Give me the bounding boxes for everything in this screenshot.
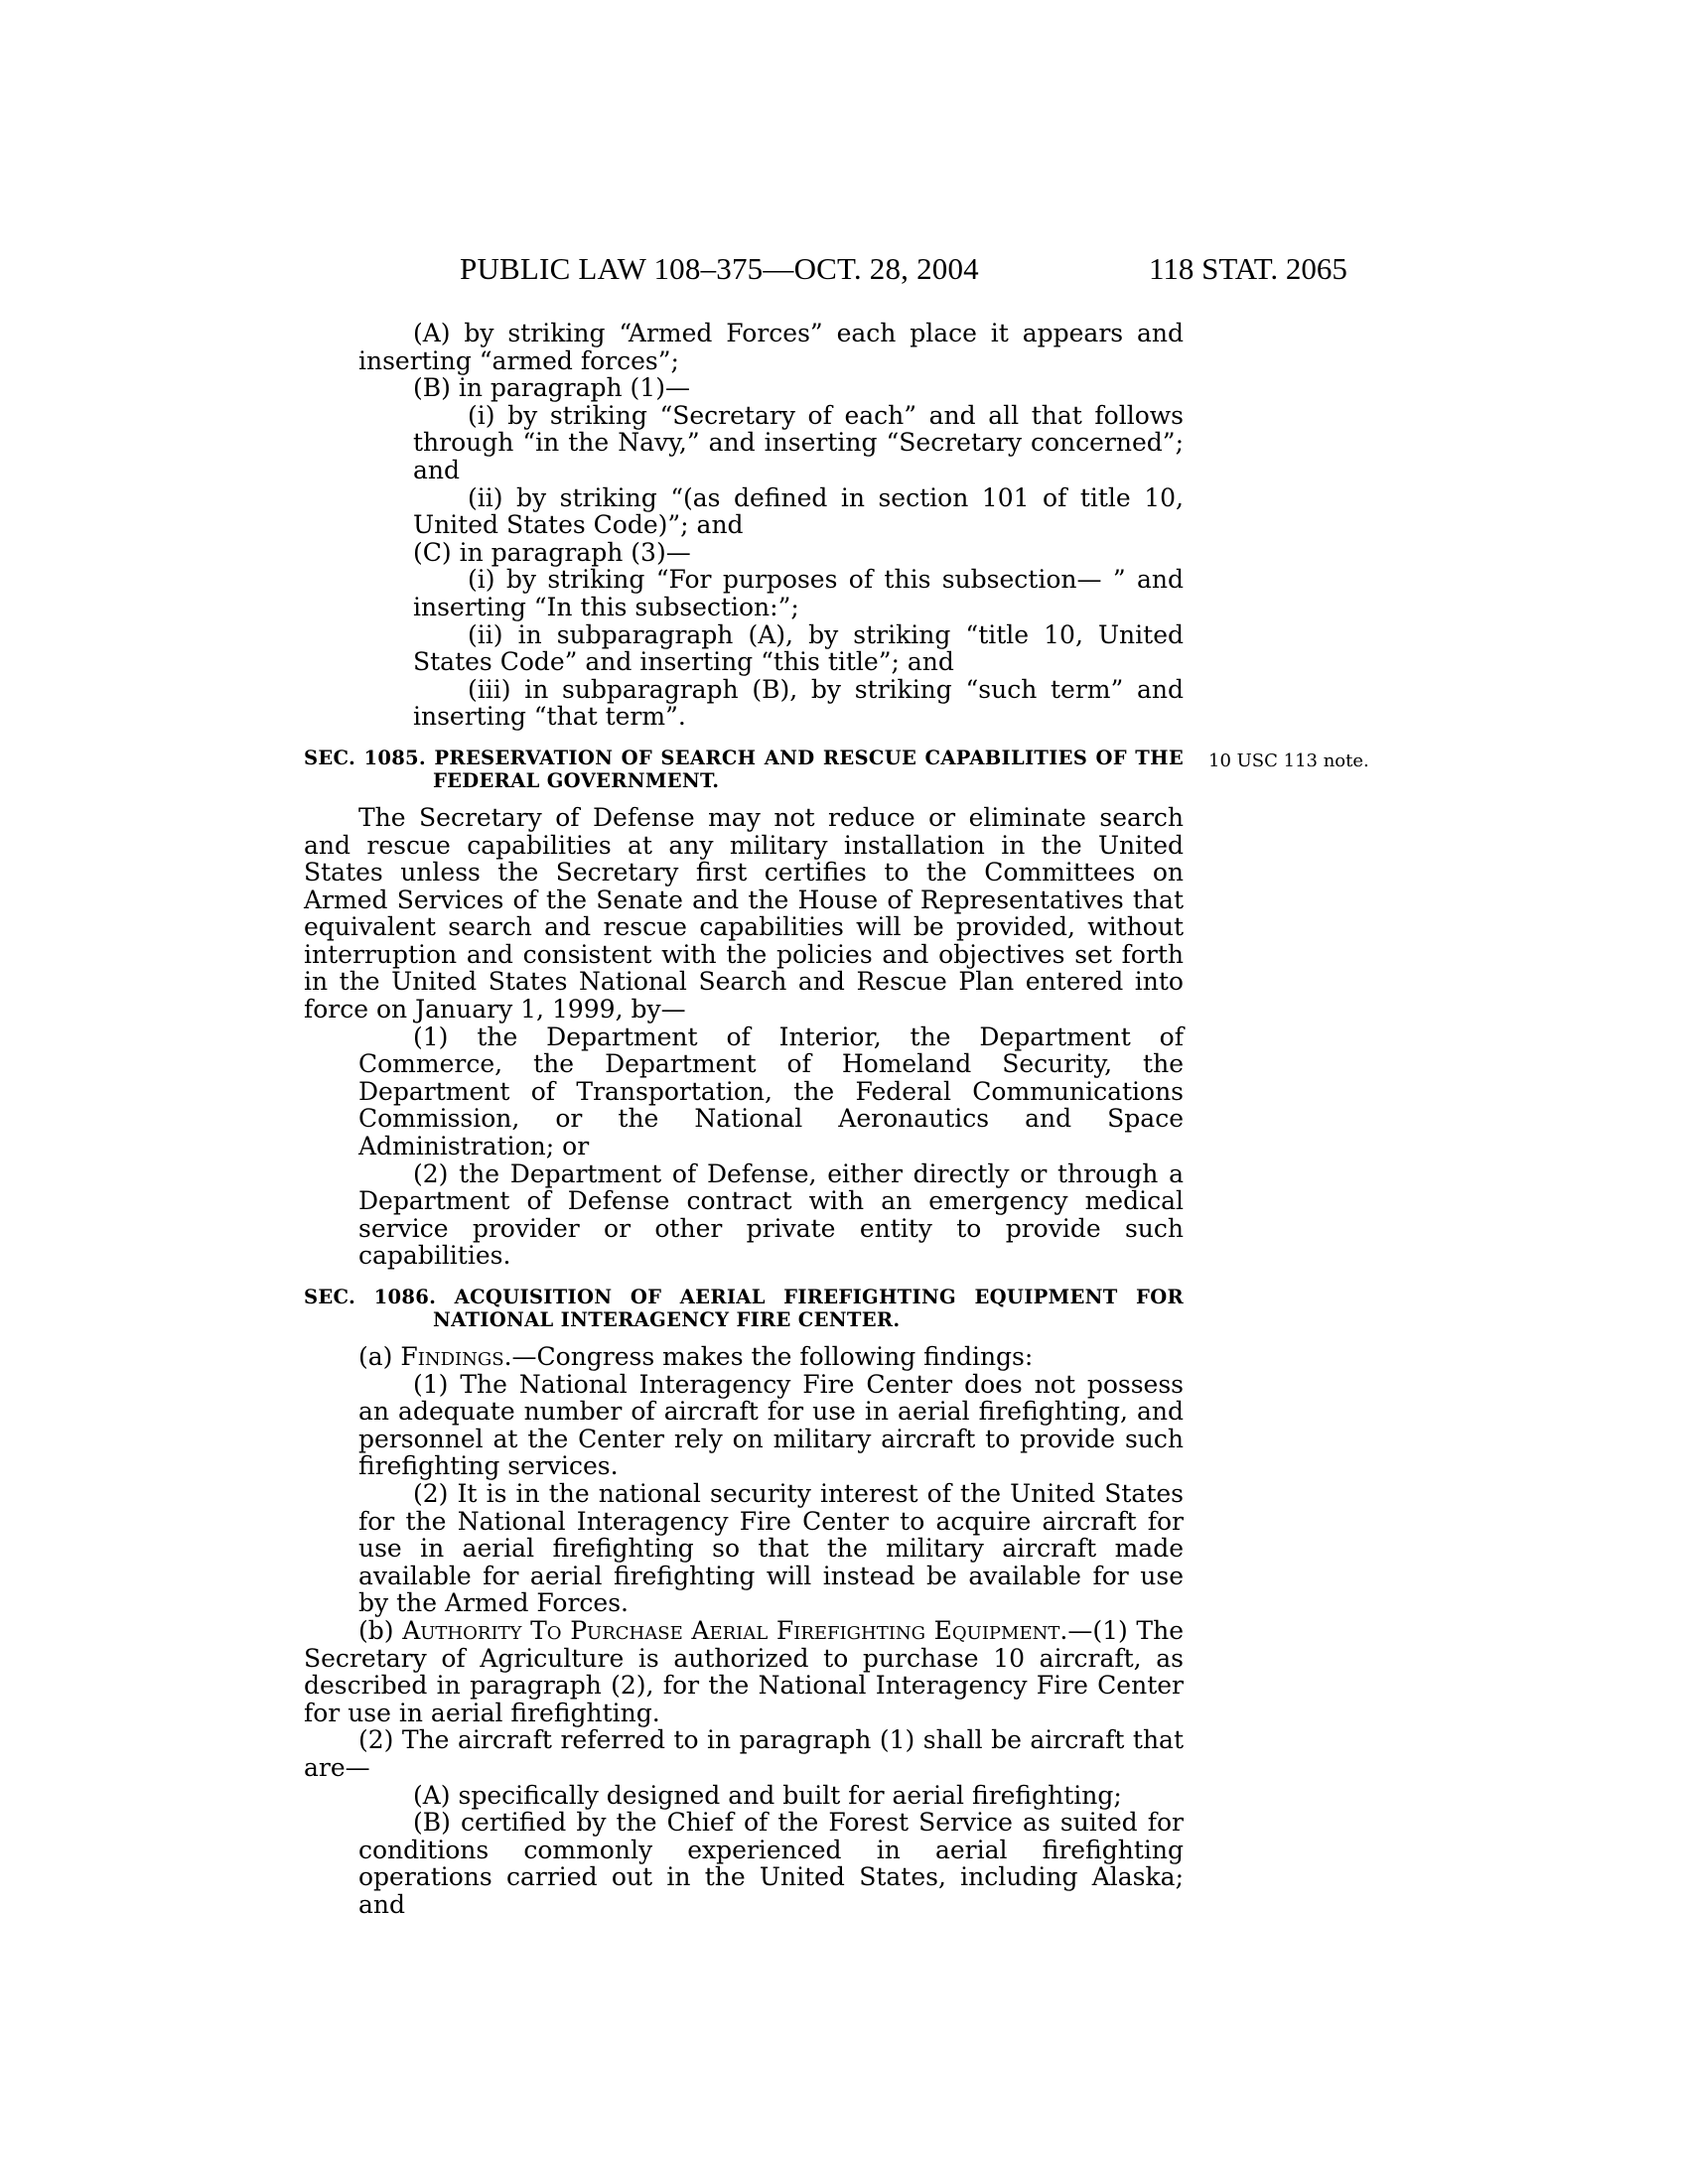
paragraph: (1) the Department of Interior, the Department of Commerce, the Department of Homeland Security, the Department of Transportation, the Federal Communications Commission, or the National Aeronautics and Space Administration; or (358, 1022, 1184, 1161)
paragraph: (i) by striking “Secretary of each” and all that follows through “in the Navy,” and inserting “Secretary concerned”; and (413, 400, 1184, 484)
section-heading (304, 747, 1184, 792)
subsection-text: .—(1) The Secretary of Agriculture is authorized to purchase 10 aircraft, as described in paragraph (2), for the National Interagency Fire Center for use in aerial firefighting. (304, 1615, 1184, 1727)
section-heading (304, 1286, 1184, 1331)
paragraph: (B) in paragraph (1)— (413, 373, 690, 403)
paragraph: (2) It is in the national security interest of the United States for the National Interagency Fire Center to acquire aircraft for use in aerial firefighting so that the military aircraft made available for aerial firefighting will instead be available for use by the Armed Forces. (358, 1478, 1184, 1618)
running-header-page: 118 STAT. 2065 (1149, 251, 1347, 286)
paragraph: (ii) by striking “(as defined in section 101 of title 10, United States Code)”; and (413, 482, 1184, 540)
paragraph: (ii) in subparagraph (A), by striking “title 10, United States Code” and inserting “this title”; and (413, 619, 1184, 677)
paragraph: (2) The aircraft referred to in paragraph (1) shall be aircraft that are— (304, 1725, 1184, 1782)
section-title: ACQUISITION OF AERIAL FIREFIGHTING EQUIPMENT FOR NATIONAL INTERAGENCY FIRE CENTER. (433, 1286, 1184, 1331)
section-title: PRESERVATION OF SEARCH AND RESCUE CAPABILITIES OF THE FEDERAL GOVERNMENT. (433, 746, 1184, 792)
section-number: SEC. 1086. (304, 1286, 437, 1308)
paragraph: (C) in paragraph (3)— (413, 537, 691, 567)
paragraph: The Secretary of Defense may not reduce or eliminate search and rescue capabilities at any military installation in the United States unless the Secretary first certifies to the Committees on Armed Services of the Senate and the House of Representatives that equivalent search and rescue capabilities will be provided, without interruption and consistent with the policies and objectives set forth in the United States National Search and Rescue Plan entered into force on January 1, 1999, by— (304, 802, 1184, 1024)
document-body (304, 320, 1184, 1918)
subsection-prefix: (a) (358, 1342, 401, 1371)
paragraph: (iii) in subparagraph (B), by striking “such term” and inserting “that term”. (413, 674, 1184, 732)
margin-note-citation: 10 USC 113 note. (1208, 751, 1369, 771)
paragraph: (i) by striking “For purposes of this subsection— ” and inserting “In this subsection:”; (413, 565, 1184, 621)
subsection-heading: Authority To Purchase Aerial Firefighting Equipment (402, 1615, 1060, 1645)
running-header-title: PUBLIC LAW 108–375—OCT. 28, 2004 (460, 251, 979, 286)
paragraph: (1) The National Interagency Fire Center does not possess an adequate number of aircraft for use in aerial firefighting, and personnel at the Center rely on military aircraft to provide such firefighting services. (358, 1369, 1184, 1481)
subsection-text: .—Congress makes the following findings: (503, 1342, 1034, 1371)
subsection-b (304, 1617, 1184, 1726)
paragraph: (A) specifically designed and built for aerial firefighting; (413, 1780, 1122, 1810)
subsection-prefix: (b) (358, 1615, 403, 1645)
paragraph: (2) the Department of Defense, either directly or through a Department of Defense contract with an emergency medical service provider or other private entity to provide such capabilities. (358, 1159, 1184, 1271)
section-number: SEC. 1085. (304, 746, 427, 769)
subsection-heading: Findings (400, 1342, 504, 1371)
paragraph: (B) certified by the Chief of the Forest Service as suited for conditions commonly experienced in aerial firefighting operations carried out in the United States, including Alaska; and (358, 1808, 1184, 1919)
paragraph: (A) by striking “Armed Forces” each place it appears and inserting “armed forces”; (358, 319, 1184, 375)
subsection-a (304, 1343, 1184, 1371)
